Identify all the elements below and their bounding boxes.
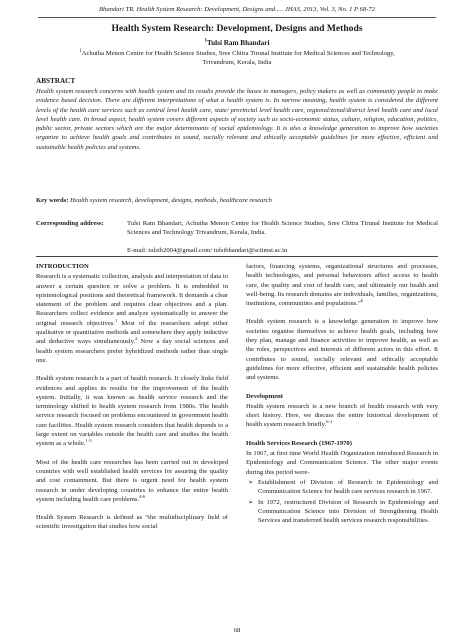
intro-p2-text: Health system research is a part of health research. It closely links field evidences and applies its results for the improvement of the health system. Initially, it was known as health service research and the terminology shifted to health system research from 1980s. The health service research focused on problems encountered in government health care facilities. Health system research considers that health depends to a large extent on variables outside the health care and studies the health system as a whole. (36, 375, 228, 448)
author-line (30, 39, 444, 47)
author-superscript: 1 (204, 38, 208, 44)
intro-p1-text: Research is a systematic collection, analysis and interpretation of data to answer a certain question or solve a problem. It is embedded in epistemological positions and theoretical framework. It demands a clear statement of the problem and requires clear objectives and a plan. Researchers collect evidence and analyze systematically to answer the original research objectives. (36, 273, 228, 327)
header-rule (38, 17, 436, 18)
keywords-label: Key words: (36, 197, 69, 204)
development-paragraph (246, 402, 438, 430)
intro-paragraph-2 (36, 374, 228, 448)
health-services-research-text: In 1967, at first time World Health Organization introduced Research in Epidemiology and Communication Science. The other major events during this period were- (246, 450, 438, 476)
intro-p1-continued: Most of the researchers adopt either qualitative or quantitative methods and somewhere they apply inductive and deductive ways simultaneously. (36, 319, 228, 346)
list-item-text: Establishment of Division of Research in Epidemiology and Communication Science for health care services research in 1967. (258, 478, 438, 496)
citation-superscript: 6-1 (326, 419, 333, 425)
section-rule (36, 256, 438, 257)
development-heading: Development (246, 392, 283, 400)
paper-title: Health System Research: Development, Designs and Methods (111, 23, 363, 34)
introduction-heading: INTRODUCTION (36, 263, 89, 270)
events-list (246, 478, 438, 525)
development-text: Health system research is a new branch of health research with very short history. Here, we discuss the entire historical development of health system research briefly. (246, 402, 438, 429)
abstract-heading: ABSTRACT (36, 77, 76, 85)
keywords (36, 196, 438, 205)
citation-superscript: 4-6 (139, 493, 146, 499)
right-paragraph-1 (246, 262, 438, 308)
right-paragraph-2: Health system research is a knowledge generation to improve how societies organise themselves to achieve health goals, including how they plan, manage and finance activities to improve health, as well as the roles, perspectives and interests of different actors in this effort. It contributes to sound, socially relevant and ethically acceptable guidelines for more effective, efficient and sustainable health policies and systems. (246, 318, 438, 382)
citation-superscript: 6 (360, 298, 364, 303)
right-p1-text: factors, financing systems, organizational structures and processes, health technologies, and personal behaviours affect access to health care, the quality and cost of health care, and ultimately our health and well-being. Its research domains are individuals, families, organizations, institutions, communities and populations.” (246, 263, 438, 308)
arrow-bullet-icon: ➢ (248, 478, 254, 486)
right-column (246, 262, 438, 526)
intro-paragraph-4: Health System Research is defined as “the multidisciplinary field of scientific investigation that studies how social (36, 514, 228, 531)
citation-superscript: 1 (114, 317, 118, 323)
affiliation-superscript: 1 (79, 48, 82, 54)
corresponding-email: E-mail: tulsib2004@gmail.com/ tulsibhandari@sctimst.ac.in (127, 247, 288, 254)
affiliation-line-2: Trivandrum, Kerala, India (202, 59, 272, 66)
author-name: Tulsi Ram Bhandari (207, 39, 270, 47)
corresponding-address-label: Corresponding address: (36, 220, 104, 227)
intro-paragraph-1 (36, 272, 228, 365)
intro-p1-end: Now a day social sciences and health system researchers prefer hybridized methods rather than single one. (36, 338, 228, 364)
affiliation (60, 49, 414, 67)
citation-superscript: 2 (135, 336, 138, 342)
affiliation-line-1 (60, 49, 414, 58)
list-item-text: In 1972, restructured Division of Research in Epidemiology and Communication Science into Division of Strengthening Health Services and transferred health services research responsibilities. (258, 498, 438, 525)
affiliation-line-1-text: Achutha Menon Centre for Health Science Studies, Sree Chitra Tirunal Institute for Medical Sciences and Technology, (81, 50, 395, 57)
page-number: 68 (233, 627, 241, 634)
list-item (246, 478, 438, 497)
list-item (246, 498, 438, 526)
citation-superscript: 1-3 (85, 438, 92, 444)
corresponding-address-text: Tulsi Ram Bhandari, Achutha Menon Centre for Health Science Studies, Sree Chitra Tirunal Institute for Medical Sciences and Technology Trivandrum, Kerala, India. (127, 220, 438, 237)
running-header: Bhandari TR. Health System Research: Development, Designs and..... JHAS, 2013, Vol. 3, No. 1 P 68-72 (99, 6, 375, 13)
keywords-text: Health system research, development, designs, methods, healthcare research (70, 197, 272, 204)
left-column (36, 262, 228, 541)
abstract-text: Health system research concerns with health system and its results provide the bases to managers, policy makers as well as community people to make evidence based decision. There are different interpretations of what a health system is. In narrow meaning, health system is considered the different levels of the health care services such as central level health care, state/ provincial level health care, regional/zonal/district level health care and local level health care. In broad aspect, health system covers different aspects of society such as socio-economic status, culture, religion, education, politics, public sector, private sectors which are the major determinants of social epidemiology. It is also a knowledge generation to improve how societies organize to achieve health goals and contributes to sound, socially relevant and ethically acceptable guidelines for more effective, efficient and sustainable health policies and systems. (36, 88, 438, 151)
health-services-research-heading: Health Services Research (1967-1970) (246, 439, 352, 447)
intro-p3-text: Most of the health care researches has been carried out in developed countries with well established health services for assuring the quality and cost containment. But there is urgent need for health system research in under developing countries to enhance the entire health system including health care problems. (36, 458, 228, 503)
intro-paragraph-3 (36, 458, 228, 504)
arrow-bullet-icon: ➢ (248, 498, 254, 506)
